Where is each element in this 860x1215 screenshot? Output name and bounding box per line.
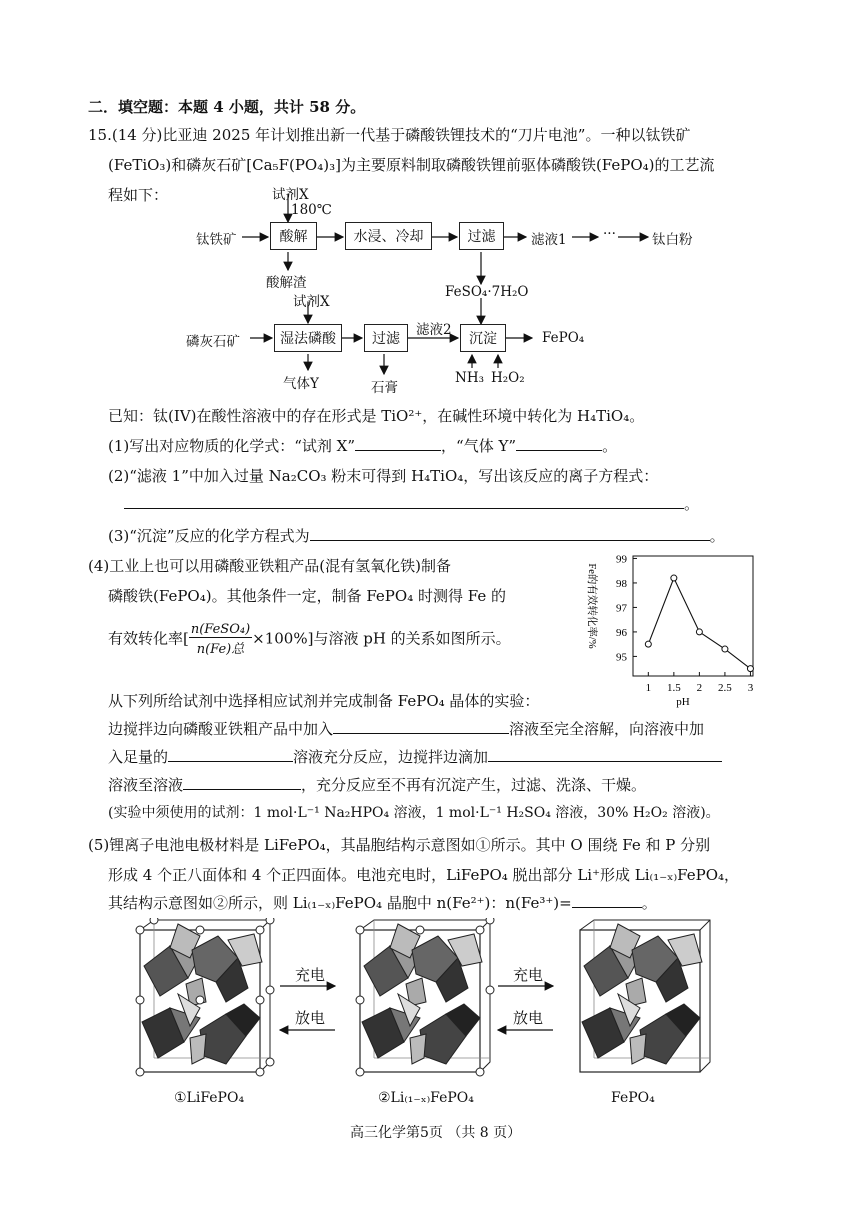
x-tick-label: 1 xyxy=(645,682,652,694)
part2-answer xyxy=(124,493,699,514)
part4-e1: 边搅拌边向磷酸亚铁粗产品中加入 xyxy=(108,720,334,738)
x-axis-label: pH xyxy=(676,696,690,708)
part4-line2: 磷酸铁(FePO₄)。其他条件一定，制备 FePO₄ 时测得 Fe 的 xyxy=(108,587,506,605)
part4-ratio-num: n(FeSO₄) xyxy=(190,622,251,637)
x-tick-label: 2 xyxy=(696,682,703,694)
flow-acid-text: 酸解 xyxy=(279,229,308,245)
flow-nh3-label: NH₃ xyxy=(455,370,484,386)
discharge-label-2: 放电 xyxy=(513,1009,544,1027)
q15-line2: (FeTiO₃)和磷灰石矿[Ca₅F(PO₄)₃]为主要原料制取磷酸铁锂前驱体磷酸铁(FePO₄)的工艺流 xyxy=(108,156,715,174)
q15-line1: 15.(14 分)比亚迪 2025 年计划推出新一代基于磷酸铁锂技术的“刀片电池”。一种以钛铁矿 xyxy=(88,126,691,144)
flow-gypsum-label: 石膏 xyxy=(371,380,398,396)
known-info: 已知：钛(IV)在酸性溶液中的存在形式是 TiO²⁺，在碱性环境中转化为 H₄TiO₄。 xyxy=(108,407,645,425)
flow-titanium-white-label: 钛白粉 xyxy=(652,232,693,248)
flow-reagent-x-label: 试剂X xyxy=(272,187,309,203)
flow-filter1-text: 过滤 xyxy=(467,229,496,245)
part4-line5 xyxy=(108,718,704,739)
part4-blank-4[interactable] xyxy=(183,775,301,790)
part4-ratio-fraction xyxy=(189,622,252,657)
part5-line2: 形成 4 个正八面体和 4 个正四面体。电池充电时，LiFePO₄ 脱出部分 Li⁺形成 Li₍₁₋ₓ₎FePO₄， xyxy=(108,866,740,884)
part4-e2: 溶液至完全溶解，向溶液中加 xyxy=(509,720,705,738)
y-axis-label: Fe的有效转化率/% xyxy=(586,563,597,649)
part4-f2: 溶液充分反应，边搅拌边滴加 xyxy=(293,748,489,766)
part5-line1: (5)锂离子电池电极材料是 LiFePO₄，其晶胞结构示意图如①所示。其中 O 围绕 Fe 和 P 分别 xyxy=(88,836,711,854)
data-point xyxy=(696,629,702,635)
flow-feso4-label: FeSO₄·7H₂O xyxy=(445,284,529,300)
flow-ilmenite-label: 钛铁矿 xyxy=(196,232,237,248)
crystal-structures-figure xyxy=(130,918,730,1088)
data-point xyxy=(645,641,651,647)
part5-end: 。 xyxy=(641,894,657,912)
flow-box-filter1 xyxy=(459,222,504,250)
chart-frame xyxy=(633,556,753,676)
x-tick-label: 1.5 xyxy=(666,682,681,694)
x-tick-label: 2.5 xyxy=(718,682,732,694)
y-tick-label: 99 xyxy=(616,553,627,566)
flow-box-wet xyxy=(274,324,342,352)
part2-blank[interactable] xyxy=(124,494,684,509)
flow-filtrate2-label: 滤液2 xyxy=(416,322,452,338)
page-footer: 高三化学第5页 （共 8 页） xyxy=(350,1125,522,1141)
x-tick-label: 3 xyxy=(747,682,754,694)
part4-blank-2[interactable] xyxy=(168,747,293,762)
part4-ratio-pre: 有效转化率[ xyxy=(108,629,189,648)
flow-apatite-label: 磷灰石矿 xyxy=(186,334,240,350)
y-tick-label: 95 xyxy=(616,651,627,664)
flow-leach-text: 水浸、冷却 xyxy=(353,229,424,245)
crystal-label-2: ②Li₍₁₋ₓ₎FePO₄ xyxy=(378,1090,474,1106)
flow-acid-residue-label: 酸解渣 xyxy=(266,275,307,291)
part4-line1: (4)工业上也可以用磷酸亚铁粗产品(混有氢氧化铁)制备 xyxy=(88,557,451,575)
section-heading: 二．填空题：本题 4 小题，共计 58 分。 xyxy=(88,98,366,116)
y-tick-label: 98 xyxy=(616,577,627,590)
part1-blank-x[interactable] xyxy=(355,436,441,451)
flow-filtrate1-label: 滤液1 xyxy=(531,232,567,248)
y-tick-label: 96 xyxy=(616,626,627,639)
part1-end: 。 xyxy=(602,437,618,455)
charge-label-2: 充电 xyxy=(513,966,544,984)
part2-end: 。 xyxy=(684,495,700,513)
charge-label-1: 充电 xyxy=(295,966,326,984)
crystal-label-1: ①LiFePO₄ xyxy=(174,1090,245,1106)
part1-blank-y[interactable] xyxy=(516,436,602,451)
part3 xyxy=(108,525,725,546)
flow-box-precip xyxy=(460,324,506,352)
flow-temp-label: 180℃ xyxy=(291,202,332,218)
flow-product-label: FePO₄ xyxy=(542,330,585,346)
data-point xyxy=(747,666,753,672)
y-tick-label: 97 xyxy=(616,602,627,615)
conversion-ph-chart xyxy=(575,548,770,713)
part5-text: 其结构示意图如②所示，则 Li₍₁₋ₓ₎FePO₄ 晶胞中 n(Fe²⁺)：n(Fe³⁺)= xyxy=(108,894,572,912)
part4-line7 xyxy=(108,774,646,795)
part3-end: 。 xyxy=(709,527,725,545)
data-point xyxy=(671,575,677,581)
part4-line6 xyxy=(108,746,722,767)
crystal-label-3: FePO₄ xyxy=(611,1090,655,1106)
part1-text-b: ，“气体 Y” xyxy=(441,437,517,455)
flow-filter2-text: 过滤 xyxy=(372,331,400,347)
part1 xyxy=(108,435,617,456)
flow-dots: ··· xyxy=(603,226,616,242)
flow-gas-y-label: 气体Y xyxy=(283,376,319,392)
part4-line4: 从下列所给试剂中选择相应试剂并完成制备 FePO₄ 晶体的实验： xyxy=(108,692,540,710)
part4-line3 xyxy=(108,622,511,657)
q15-line3: 程如下： xyxy=(108,186,169,204)
part5-blank[interactable] xyxy=(572,893,642,908)
flow-reagent-x2-label: 试剂X xyxy=(293,294,330,310)
flow-box-filter2 xyxy=(364,324,408,352)
part2: (2)“滤液 1”中加入过量 Na₂CO₃ 粉末可得到 H₄TiO₄，写出该反应的离子方程式： xyxy=(108,467,659,485)
discharge-label-1: 放电 xyxy=(295,1009,326,1027)
data-point xyxy=(722,646,728,652)
part4-f1: 入足量的 xyxy=(108,748,169,766)
part4-g2: ，充分反应至不再有沉淀产生，过滤、洗涤、干燥。 xyxy=(301,776,647,794)
part4-blank-1[interactable] xyxy=(333,719,509,734)
flow-box-leach xyxy=(345,222,432,250)
flow-precip-text: 沉淀 xyxy=(469,331,497,347)
flow-box-acid xyxy=(270,222,317,250)
flow-wet-text: 湿法磷酸 xyxy=(280,331,336,347)
part4-reagents: (实验中须使用的试剂：1 mol·L⁻¹ Na₂HPO₄ 溶液，1 mol·L⁻¹ H₂SO₄ 溶液，30% H₂O₂ 溶液)。 xyxy=(108,805,720,821)
part1-text: (1)写出对应物质的化学式：“试剂 X” xyxy=(108,437,356,455)
part4-ratio-den: n(Fe)总 xyxy=(196,642,245,657)
part3-blank[interactable] xyxy=(310,526,710,541)
part4-g1: 溶液至溶液 xyxy=(108,776,184,794)
flow-h2o2-label: H₂O₂ xyxy=(491,370,525,386)
part4-blank-3[interactable] xyxy=(488,747,722,762)
part5-line3 xyxy=(108,892,657,913)
part3-text: (3)“沉淀”反应的化学方程式为 xyxy=(108,527,310,545)
series-line xyxy=(648,578,750,669)
part4-ratio-post: ×100%]与溶液 pH 的关系如图所示。 xyxy=(252,629,511,648)
